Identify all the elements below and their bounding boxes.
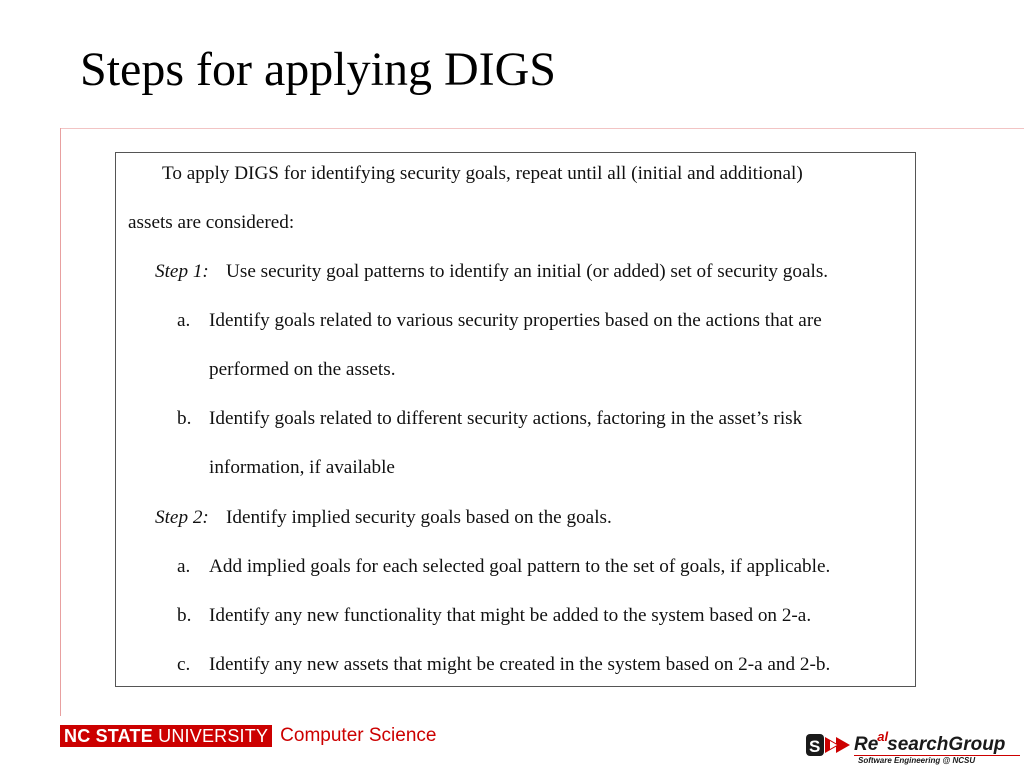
slide-title: Steps for applying DIGS	[80, 43, 556, 96]
intro-line-1: To apply DIGS for identifying security goals, repeat until all (initial and additional)	[162, 163, 803, 184]
intro-line-2: assets are considered:	[128, 212, 295, 233]
realsearch-mark-icon	[806, 732, 854, 758]
rg-al: al	[877, 729, 889, 744]
step2-item-c-marker: c.	[177, 654, 191, 675]
step1-item-b-line2: information, if available	[209, 457, 395, 478]
step2-item-b-marker: b.	[177, 605, 192, 626]
research-group-logo	[806, 726, 1020, 766]
step1-item-a-marker: a.	[177, 310, 191, 331]
step1-label: Step 1:	[155, 261, 209, 282]
left-accent-line	[60, 128, 61, 716]
ncsu-wordmark	[60, 725, 272, 747]
step1-item-a-line2: performed on the assets.	[209, 359, 396, 380]
step2-item-c-line1: Identify any new assets that might be created in the system based on 2-a and 2-b.	[209, 654, 831, 675]
step1-item-a-line1: Identify goals related to various security properties based on the actions that are	[209, 310, 822, 331]
step2-item-b-line1: Identify any new functionality that might be added to the system based on 2-a.	[209, 605, 812, 626]
department-label: Computer Science	[280, 725, 437, 746]
realsearch-wordmark	[854, 729, 1006, 756]
ncsu-wordmark-bold: NC STATE	[64, 726, 153, 746]
rg-group: Group	[948, 734, 1006, 755]
university-footer	[60, 724, 436, 748]
step1-item-b-marker: b.	[177, 408, 192, 429]
step1-item-b-line1: Identify goals related to different security actions, factoring in the asset’s risk	[209, 408, 803, 429]
title-divider	[60, 128, 1024, 129]
rg-subtitle: Software Engineering @ NCSU	[858, 756, 976, 765]
step2-item-a-line1: Add implied goals for each selected goal pattern to the set of goals, if applicable.	[209, 556, 831, 577]
step1-text: Use security goal patterns to identify an initial (or added) set of security goals.	[226, 261, 829, 282]
rg-search: search	[887, 734, 949, 755]
ncsu-wordmark-thin: UNIVERSITY	[158, 726, 269, 746]
rg-re: Re	[854, 734, 879, 755]
step2-text: Identify implied security goals based on the goals.	[226, 507, 612, 528]
step2-item-a-marker: a.	[177, 556, 191, 577]
svg-text:S: S	[809, 737, 821, 756]
step2-label: Step 2:	[155, 507, 209, 528]
digs-steps-box	[115, 152, 916, 687]
